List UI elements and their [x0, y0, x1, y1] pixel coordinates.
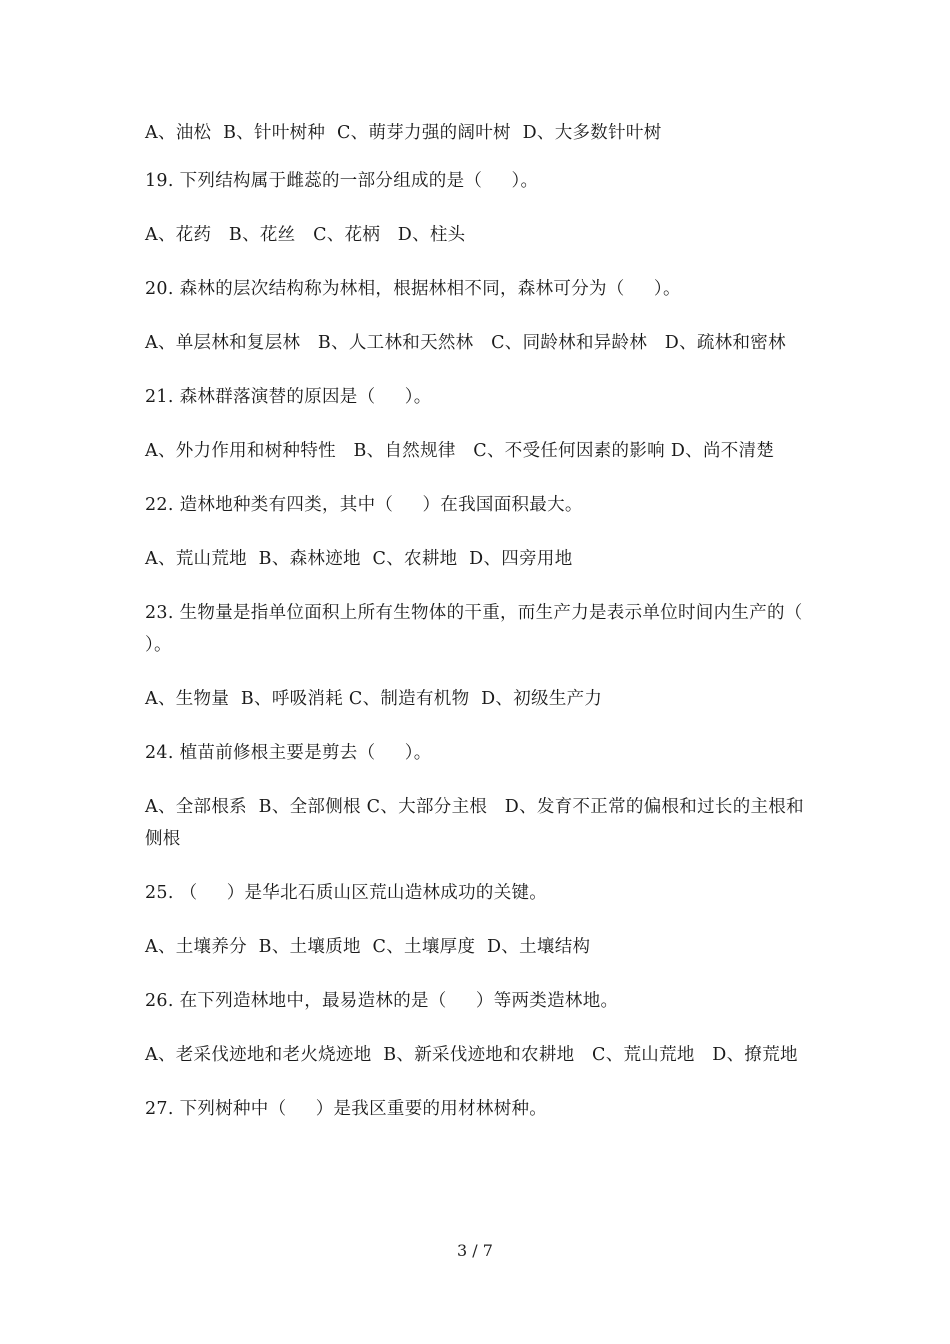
answer-options-26: A、老采伐迹地和老火烧迹地 B、新采伐迹地和农耕地 C、荒山荒地 D、撩荒地 [145, 1045, 798, 1065]
page-number: 3 / 7 [457, 1241, 493, 1260]
answer-options-22: A、荒山荒地 B、森林迹地 C、农耕地 D、四旁用地 [145, 549, 573, 569]
answer-options-25: A、土壤养分 B、土壤质地 C、土壤厚度 D、土壤结构 [145, 937, 591, 957]
question-26: 26. 在下列造林地中，最易造林的是（ ）等两类造林地。 [145, 991, 619, 1011]
question-20: 20. 森林的层次结构称为林相，根据林相不同，森林可分为（ ）。 [145, 279, 681, 299]
question-23: 23. 生物量是指单位面积上所有生物体的干重，而生产力是表示单位时间内生产的（ ）。 [145, 603, 832, 655]
question-24: 24. 植苗前修根主要是剪去（ ）。 [145, 743, 432, 763]
answer-options-23: A、生物量 B、呼吸消耗 C、制造有机物 D、初级生产力 [145, 689, 603, 709]
answer-options-20: A、单层林和复层林 B、人工林和天然林 C、同龄林和异龄林 D、疏林和密林 [145, 333, 786, 353]
answer-options-21: A、外力作用和树种特性 B、自然规律 C、不受任何因素的影响 D、尚不清楚 [145, 441, 775, 461]
document-body [145, 117, 832, 1147]
question-19: 19. 下列结构属于雌蕊的一部分组成的是（ ）。 [145, 171, 539, 191]
question-27: 27. 下列树种中（ ）是我区重要的用材林树种。 [145, 1099, 548, 1119]
answer-options-19: A、花药 B、花丝 C、花柄 D、柱头 [145, 225, 466, 245]
question-21: 21. 森林群落演替的原因是（ ）。 [145, 387, 432, 407]
question-25: 25. （ ）是华北石质山区荒山造林成功的关键。 [145, 883, 548, 903]
question-22: 22. 造林地种类有四类，其中（ ）在我国面积最大。 [145, 495, 583, 515]
answer-options-18: A、油松 B、针叶树种 C、萌芽力强的阔叶树 D、大多数针叶树 [145, 123, 662, 143]
answer-options-24: A、全部根系 B、全部侧根 C、大部分主根 D、发育不正常的偏根和过长的主根和侧根 [145, 797, 804, 849]
